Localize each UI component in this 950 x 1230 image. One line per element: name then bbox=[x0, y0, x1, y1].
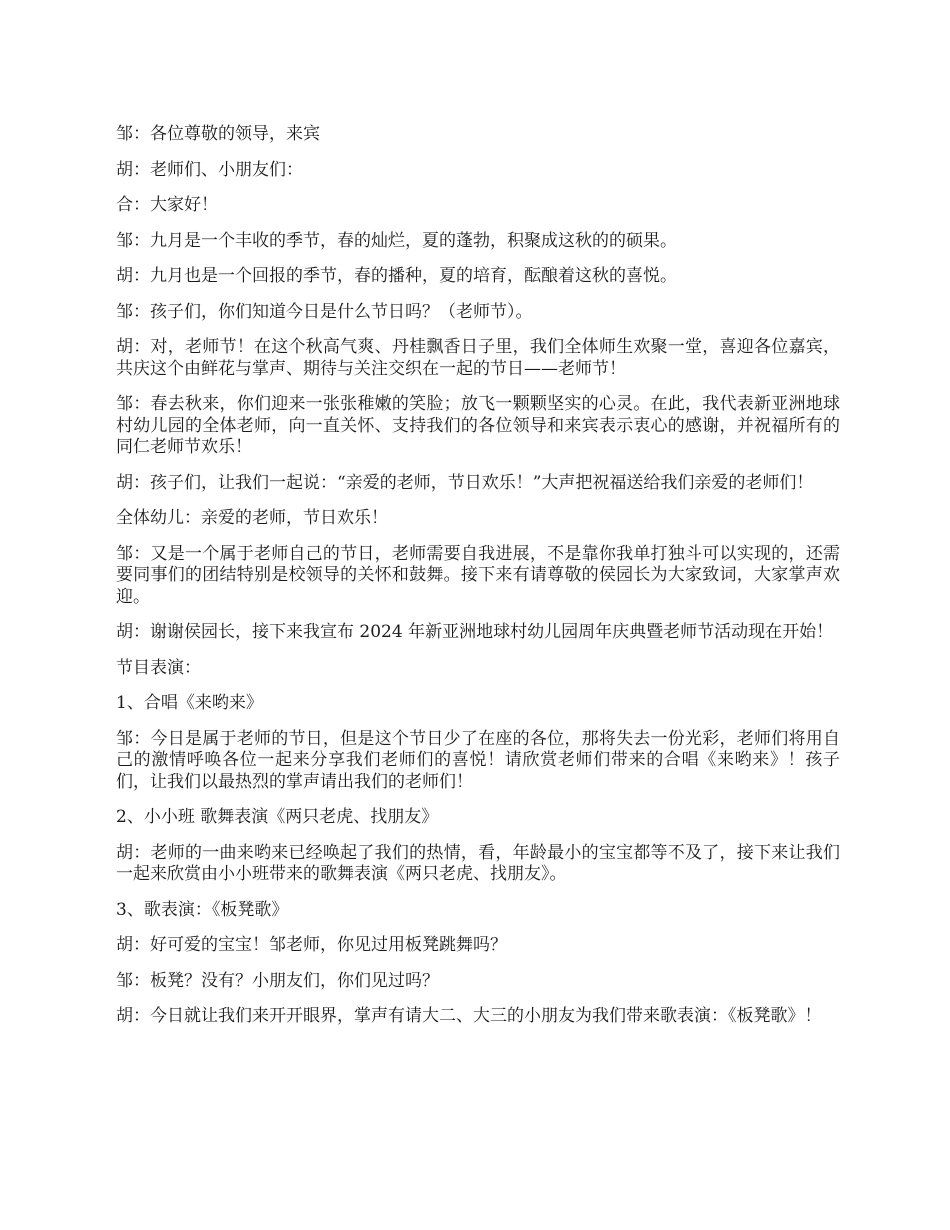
program-item-2: 2、小小班 歌舞表演《两只老虎、找朋友》 bbox=[116, 807, 439, 827]
paragraph-festival-question: 邹：孩子们，你们知道今日是什么节日吗？（老师节）。 bbox=[116, 301, 533, 322]
paragraph-dance-intro: 胡：老师的一曲来哟来已经唤起了我们的热情，看，年龄最小的宝宝都等不及了，接下来让我们一起来欣赏由小小班带来的歌舞表演《两只老虎、找朋友》。 bbox=[116, 842, 840, 884]
paragraph-september-reward: 胡：九月也是一个回报的季节，春的播种，夏的培育，酝酿着这秋的喜悦。 bbox=[116, 266, 677, 286]
paragraph-event-start: 胡：谢谢侯园长，接下来我宣布 2024 年新亚洲地球村幼儿园周年庆典暨老师节活动现在开始！ bbox=[116, 622, 834, 642]
paragraph-teachers-day: 胡：对，老师节！在这个秋高气爽、丹桂飘香日子里，我们全体师生欢聚一堂，喜迎各位嘉宾，共庆这个由鲜花与掌声、期待与关注交织在一起的节日——老师节！ bbox=[116, 337, 840, 379]
paragraph-greeting-together: 合：大家好！ bbox=[116, 195, 218, 215]
paragraph-bench-intro: 胡：今日就让我们来开开眼界，掌声有请大二、大三的小朋友为我们带来歌表演：《板凳歌》！ bbox=[116, 1006, 822, 1026]
program-item-3: 3、歌表演：《板凳歌》 bbox=[116, 899, 289, 920]
paragraph-thanks: 邹：春去秋来，你们迎来一张张稚嫩的笑脸；放飞一颗颗坚实的心灵。在此，我代表新亚洲地球村幼儿园的全体老师，向一直关怀、支持我们的各位领导和来宾表示衷心的感谢，并祝福所有的同仁老师节欢乐！ bbox=[116, 394, 840, 457]
paragraph-children-say: 胡：孩子们，让我们一起说：“亲爱的老师，节日欢乐！”大声把祝福送给我们亲爱的老师们！ bbox=[116, 472, 814, 493]
paragraph-september-harvest: 邹：九月是一个丰收的季节，春的灿烂，夏的蓬勃，积聚成这秋的的硕果。 bbox=[116, 230, 677, 251]
paragraph-bench-answer: 邹：板凳？没有？小朋友们，你们见过吗？ bbox=[116, 970, 439, 991]
program-item-1: 1、合唱《来哟来》 bbox=[116, 693, 263, 713]
paragraph-greeting-hu: 胡：老师们、小朋友们： bbox=[116, 159, 303, 180]
paragraph-greeting-zou: 邹：各位尊敬的领导，来宾 bbox=[116, 124, 320, 144]
paragraph-all-children: 全体幼儿：亲爱的老师，节日欢乐！ bbox=[116, 508, 388, 528]
document-body bbox=[116, 124, 840, 1042]
paragraph-principal-speech: 邹：又是一个属于老师自己的节日，老师需要自我进展，不是靠你我单打独斗可以实现的，还需要同事们的团结特别是校领导的关怀和鼓舞。接下来有请尊敬的侯园长为大家致词，大家掌声欢迎。 bbox=[116, 543, 840, 607]
paragraph-chorus-intro: 邹：今日是属于老师的节日，但是这个节日少了在座的各位，那将失去一份光彩，老师们将用自己的激情呼唤各位一起来分享我们老师们的喜悦！请欣赏老师们带来的合唱《来哟来》！孩子们，让我们以最热烈的掌声请出我们的老师们！ bbox=[116, 728, 840, 792]
section-heading-program: 节目表演： bbox=[116, 657, 201, 678]
paragraph-bench-question: 胡：好可爱的宝宝！邹老师，你见过用板凳跳舞吗？ bbox=[116, 935, 507, 955]
